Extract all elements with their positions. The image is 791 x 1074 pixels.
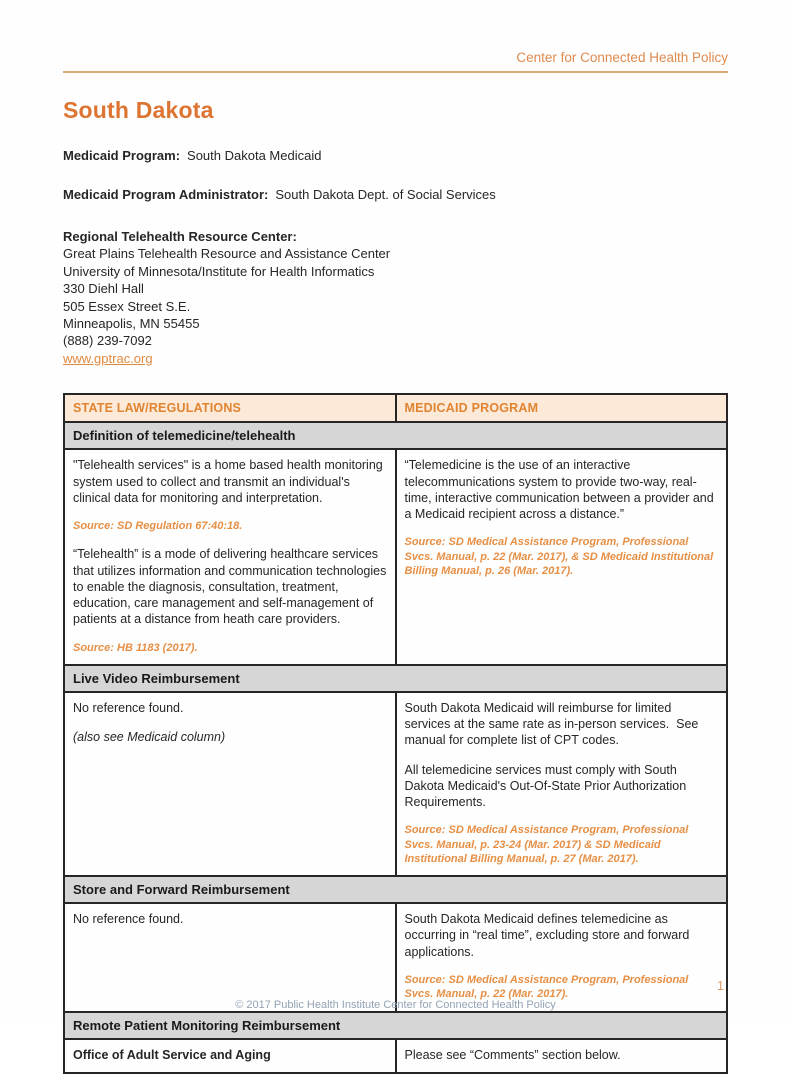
paragraph: No reference found.: [73, 912, 184, 927]
section-header-row: [64, 665, 727, 692]
page-number: 1: [717, 979, 724, 993]
brand-header: Center for Connected Health Policy: [516, 50, 728, 65]
table-cell-right: [396, 1039, 728, 1073]
paragraph: Please see “Comments” section below.: [404, 1047, 621, 1062]
resource-center-label: Regional Telehealth Resource Center:: [63, 229, 297, 244]
table-row: [64, 1039, 727, 1073]
paragraph: All telemedicine services must comply with South Dakota Medicaid's Out-Of-State Prior Authorization Requirements.: [404, 762, 690, 810]
medicaid-program-line: [63, 148, 728, 163]
section-header-row: [64, 876, 727, 903]
table-cell-left: [64, 449, 396, 665]
table-row: [64, 692, 727, 876]
footer-copyright: © 2017 Public Health Institute Center for Connected Health Policy: [235, 999, 556, 1011]
table-cell-left: [64, 903, 396, 1011]
medicaid-program-value: South Dakota Medicaid: [187, 148, 322, 163]
gptrac-website-link[interactable]: www.gptrac.org: [63, 350, 153, 366]
table-row: [64, 903, 727, 1011]
resource-center-line: University of Minnesota/Institute for Health Informatics: [63, 263, 375, 279]
program-administrator-label: Medicaid Program Administrator:: [63, 187, 269, 202]
resource-center-line: 505 Essex Street S.E.: [63, 298, 191, 314]
paragraph: South Dakota Medicaid defines telemedicine as occurring in “real time”, excluding store and forward applications.: [404, 912, 693, 959]
paragraph: (also see Medicaid column): [73, 730, 226, 745]
section-header-row: [64, 422, 727, 449]
source-citation: Source: SD Regulation 67:40:18.: [73, 520, 243, 532]
table-cell-right: [396, 449, 728, 665]
section-header-row: [64, 1012, 727, 1039]
medicaid-program-label: Medicaid Program:: [63, 148, 181, 163]
resource-center-line: Minneapolis, MN 55455: [63, 316, 200, 332]
paragraph: South Dakota Medicaid will reimburse for limited services at the same rate as in-person services. See manual for complete list of CPT codes.: [404, 700, 702, 748]
paragraph: "Telehealth services" is a home based health monitoring system used to collect and transmit an individual's clinical data for monitoring and interpretation.: [73, 458, 387, 505]
policy-table: [63, 393, 728, 1074]
resource-center-line: Great Plains Telehealth Resource and Assistance Center: [63, 246, 391, 262]
section-title: Store and Forward Reimbursement: [64, 876, 727, 903]
header-rule: [63, 71, 728, 73]
paragraph: “Telehealth” is a mode of delivering healthcare services that utilizes information and communication technologies to enable the diagnosis, consultation, treatment, education, care management and self-management of patients at a distance from heath care providers.: [73, 547, 390, 627]
section-title: Live Video Reimbursement: [64, 665, 727, 692]
paragraph: No reference found.: [73, 700, 184, 715]
table-row: [64, 449, 727, 665]
table-cell-left: [64, 1039, 396, 1073]
section-title: Remote Patient Monitoring Reimbursement: [64, 1012, 727, 1039]
column-header-row: [64, 394, 727, 422]
source-citation: Source: SD Medical Assistance Program, Professional Svcs. Manual, p. 23-24 (Mar. 2017) & SD Medicaid Institutional Billing Manual, p. 27 (Mar. 2017).: [404, 824, 692, 865]
source-citation: Source: HB 1183 (2017).: [73, 641, 198, 654]
column-header-state-law: STATE LAW/REGULATIONS: [64, 394, 396, 422]
section-title: Definition of telemedicine/telehealth: [64, 422, 727, 449]
resource-center-line: (888) 239-7092: [63, 333, 152, 349]
table-cell-right: [396, 903, 728, 1011]
page-title: South Dakota: [63, 97, 214, 123]
column-header-medicaid-program: MEDICAID PROGRAM: [396, 394, 728, 422]
paragraph: “Telemedicine is the use of an interactive telecommunications system to provide two-way, real-time, interactive communication between a provider and a Medicaid recipient across a distance.”: [404, 458, 718, 521]
telehealth-resource-center-block: [63, 228, 728, 367]
paragraph: Office of Adult Service and Aging: [73, 1047, 271, 1062]
table-cell-right: [396, 692, 728, 876]
table-cell-left: [64, 692, 396, 876]
program-administrator-line: [63, 187, 728, 202]
source-citation: Source: SD Medical Assistance Program, Professional Svcs. Manual, p. 22 (Mar. 2017), & SD Medicaid Institutional Billing Manual, p. 26 (Mar. 2017).: [404, 536, 717, 577]
source-citation: Source: SD Medical Assistance Program, Professional Svcs. Manual, p. 22 (Mar. 2017).: [404, 973, 692, 1001]
resource-center-line: 330 Diehl Hall: [63, 281, 144, 297]
program-administrator-value: South Dakota Dept. of Social Services: [275, 187, 496, 202]
